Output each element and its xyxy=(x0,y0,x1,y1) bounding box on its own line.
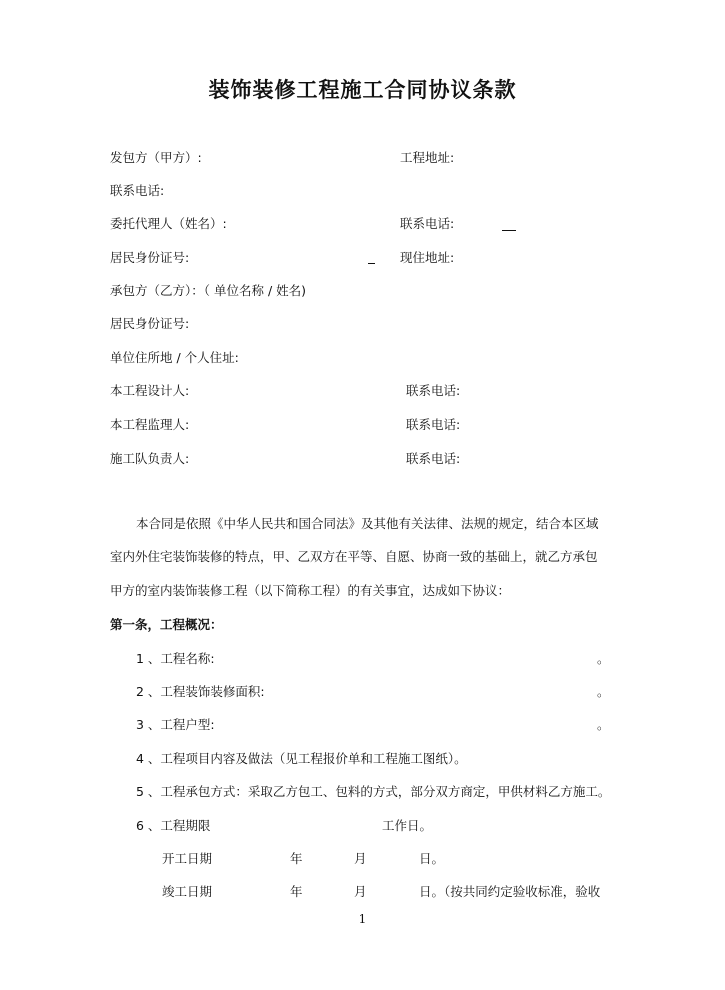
blank-underline xyxy=(368,263,375,264)
designer-phone-label: 联系电话: xyxy=(406,383,461,398)
article-1-heading: 第一条，工程概况： xyxy=(110,617,223,632)
start-year: 年 xyxy=(290,851,303,866)
item-3-layout: 3 、工程户型: xyxy=(136,717,215,732)
supervisor-phone-label: 联系电话: xyxy=(406,417,461,432)
document-title: 装饰装修工程施工合同协议条款 xyxy=(208,77,517,102)
item-4-content: 4 、工程项目内容及做法（见工程报价单和工程施工图纸）。 xyxy=(136,751,467,766)
finish-month: 月 xyxy=(354,884,367,899)
current-address-label: 现住地址: xyxy=(400,250,455,265)
item-1-project-name: 1 、工程名称: xyxy=(136,651,215,666)
item-6-workdays: 工作日。 xyxy=(382,818,433,833)
finish-day: 日。（按共同约定验收标准，验收 xyxy=(419,884,601,899)
party-a-label: 发包方（甲方）: xyxy=(110,150,202,165)
id-number-label-b: 居民身份证号: xyxy=(110,316,190,331)
id-number-label: 居民身份证号: xyxy=(110,250,190,265)
item-5-method: 5 、工程承包方式：采取乙方包工、包料的方式，部分双方商定，甲供材料乙方施工。 xyxy=(136,784,611,799)
team-leader-phone-label: 联系电话: xyxy=(406,451,461,466)
finish-year: 年 xyxy=(290,884,303,899)
project-address-label: 工程地址: xyxy=(400,150,455,165)
start-day: 日。 xyxy=(419,851,445,866)
start-date-label: 开工日期 xyxy=(162,851,213,866)
item-3-end: 。 xyxy=(597,717,610,732)
intro-line-1: 本合同是依照《中华人民共和国合同法》及其他有关法律、法规的规定，结合本区域 xyxy=(136,516,599,531)
team-leader-label: 施工队负责人: xyxy=(110,451,190,466)
item-1-end: 。 xyxy=(597,651,610,666)
intro-line-2: 室内外住宅装饰装修的特点，甲、乙双方在平等、自愿、协商一致的基础上，就乙方承包 xyxy=(110,549,598,564)
phone-label: 联系电话: xyxy=(110,183,165,198)
agent-phone-label: 联系电话: xyxy=(400,216,455,231)
unit-address-label: 单位住所地 / 个人住址: xyxy=(110,350,239,365)
blank-underline xyxy=(502,230,516,231)
item-2-area: 2 、工程装饰装修面积: xyxy=(136,684,265,699)
supervisor-label: 本工程监理人: xyxy=(110,417,190,432)
designer-label: 本工程设计人: xyxy=(110,383,190,398)
agent-label: 委托代理人（姓名）: xyxy=(110,216,227,231)
item-6-period: 6 、工程期限 xyxy=(136,818,211,833)
page-number: 1 xyxy=(358,912,367,926)
intro-line-3: 甲方的室内装饰装修工程（以下简称工程）的有关事宜，达成如下协议： xyxy=(110,583,511,598)
item-2-end: 。 xyxy=(597,684,610,699)
party-b-label: 承包方（乙方）：（ 单位名称 / 姓名) xyxy=(110,283,307,298)
start-month: 月 xyxy=(354,851,367,866)
finish-date-label: 竣工日期 xyxy=(162,884,213,899)
